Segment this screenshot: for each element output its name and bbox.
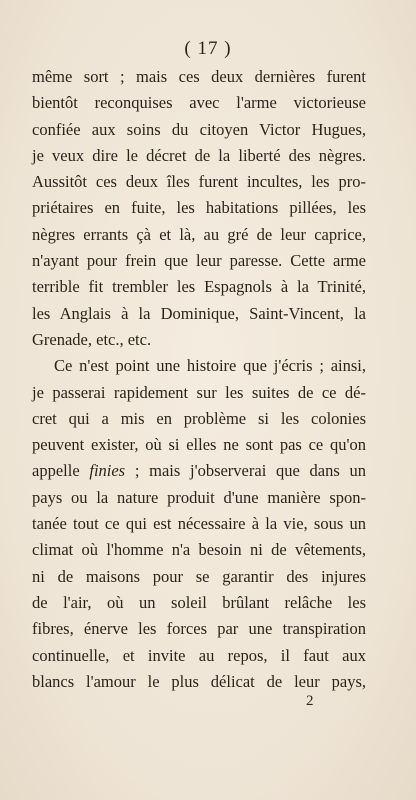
text-line: même sort ; mais ces deux dernières furent [32,67,366,86]
text-line: continuelle, et invite au repos, il faut aux [32,645,366,665]
text-line: ni de maisons pour se garantir des injures [32,566,366,586]
text-line: confiée aux soins du citoyen Victor Hugues, [32,119,366,139]
text-line: je veux dire le décret de la liberté des nègres. [32,145,366,165]
text-line: terrible fit trembler les Espagnols à la Trinité, [32,277,366,297]
text-line: de l'air, où un soleil brûlant relâche les [32,592,366,612]
paragraph-end-line: Grenade, etc., etc. [32,329,152,349]
body-text [32,64,366,695]
text-line: nègres errants çà et là, au gré de leur caprice, [32,224,366,244]
text-line: bientôt reconquises avec l'arme victorieuse [32,93,366,113]
text-line: pays ou la nature produit d'une manière spon- [32,487,366,507]
text-line: les Anglais à la Dominique, Saint-Vincent, la [32,303,366,323]
text-line: climat où l'homme n'a besoin ni de vêtements, [32,540,366,560]
signature-mark: 2 [306,693,314,709]
text-line: fibres, énerve les forces par une transpiration [32,619,366,639]
page-number: ( 17 ) [184,38,232,59]
italic-word: finies [89,461,126,481]
text-line: Aussitôt ces deux îles furent incultes, les pro- [32,172,366,192]
text-line: cret qui a mis en problème si les colonies [32,408,366,428]
paragraph-start-line: Ce n'est point une histoire que j'écris ; ainsi, [54,356,366,376]
text-line: je passerai rapidement sur les suites de ce dé- [32,382,366,402]
text-line-with-italic: appelle finies ; mais j'observerai que dans un [32,461,366,481]
text-line: peuvent exister, où si elles ne sont pas ce qu'on [32,435,366,455]
text-line: priétaires en fuite, les habitations pillées, les [32,198,366,218]
text-line: blancs l'amour le plus délicat de leur pays, [32,671,366,691]
text-line: n'ayant pour frein que leur paresse. Cette arme [32,251,366,271]
text-line: tanée tout ce qui est nécessaire à la vie, sous un [32,514,366,534]
